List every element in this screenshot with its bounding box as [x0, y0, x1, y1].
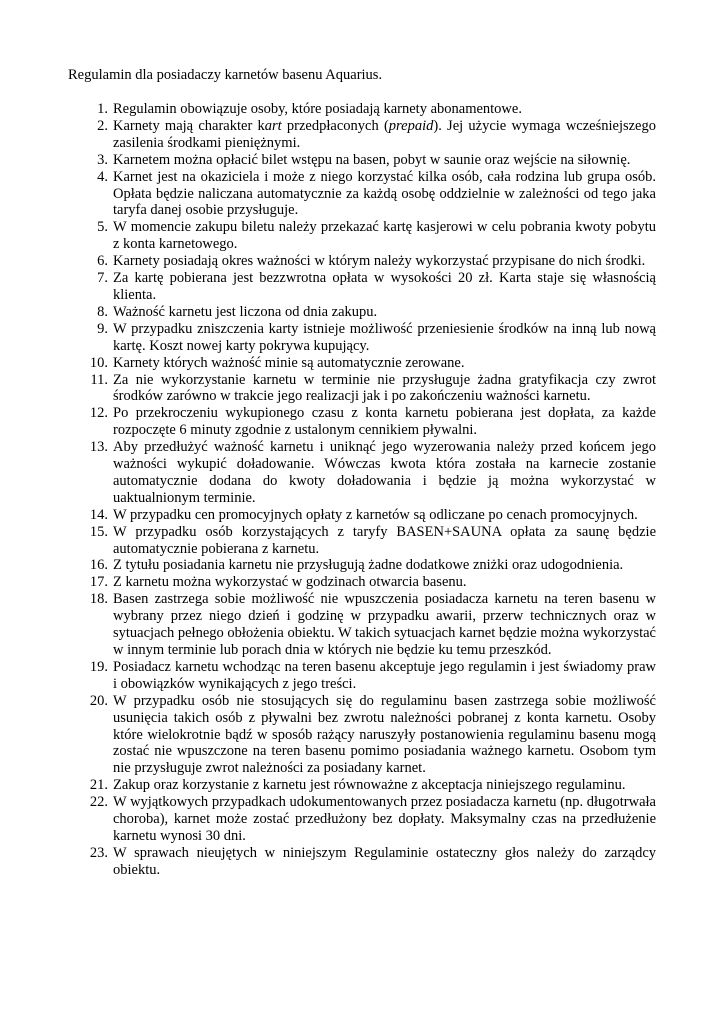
item-text: Posiadacz karnetu wchodząc na teren basenu akceptuje jego regulamin i jest świadomy praw i obowiązków wynikających z jego treści.: [113, 658, 656, 692]
list-item: [89, 844, 656, 879]
list-item: [89, 777, 656, 794]
item-text: Po przekroczeniu wykupionego czasu z konta karnetu pobierana jest dopłata, za każde rozpoczęte 6 minuty zgodnie z ustalonym cennikiem pływalni.: [113, 405, 656, 439]
item-number: 17.: [89, 574, 108, 591]
list-item: [90, 371, 656, 406]
list-item: [97, 219, 656, 253]
list-item: [97, 168, 656, 220]
item-text-italic: prepaid: [388, 117, 434, 134]
item-text-part: ). Jej użycie wymaga wcześniejszego zasilenia środkami pieniężnymi.: [113, 117, 656, 151]
list-item: [89, 354, 656, 372]
item-text-part: przedpłaconych (: [281, 117, 389, 134]
item-text: W przypadku cen promocyjnych opłaty z karnetów są odliczane po cenach promocyjnych.: [113, 506, 638, 523]
item-number: 16.: [89, 557, 108, 574]
item-number: 10.: [89, 354, 108, 371]
item-number: 23.: [89, 844, 108, 861]
list-item: [89, 523, 656, 558]
list-item: [89, 506, 656, 524]
item-number: 12.: [89, 405, 108, 422]
item-number: 4.: [97, 168, 108, 185]
list-item: [97, 303, 656, 321]
item-text: Za kartę pobierana jest bezzwrotna opłata w wysokości 20 zł. Karta staje się własnością klienta.: [113, 270, 656, 303]
item-number: 18.: [89, 591, 108, 608]
item-number: 8.: [97, 303, 108, 320]
document-title: Regulamin dla posiadaczy karnetów basenu Aquarius.: [68, 67, 383, 83]
item-number: 5.: [97, 219, 108, 236]
item-text: Basen zastrzega sobie możliwość nie wpuszczenia posiadacza karnetu na teren basenu w wybrany przez niego dzień i godzinę w przypadku awarii, przerw technicznych oraz w sytuacjach pełnego obłożenia obiektu. W takich sytuacjach karnet będzie można wykorzystać w innym terminie lub porach dnia w których nie będzie ku temu przeszkód.: [113, 591, 656, 658]
item-number: 14.: [89, 506, 108, 523]
item-number: 13.: [89, 439, 108, 456]
item-text: Karnet jest na okaziciela i może z niego korzystać kilka osób, cała rodzina lub grupa osób. Opłata będzie naliczana automatycznie za każdą osobę oddzielnie w zależności od tego jaka taryfa danej osobie przysługuje.: [113, 168, 656, 219]
item-text: Aby przedłużyć ważność karnetu i uniknąć jego wyzerowania należy przed końcem jego ważności wykupić doładowanie. Wówczas kwota która została na karnecie zostanie automatycznie dodana do kwoty doładowania i będzie ją można wykorzystać w uaktualnionym terminie.: [113, 439, 656, 506]
item-number: 19.: [89, 658, 108, 675]
list-item: [97, 151, 656, 169]
list-item: [89, 405, 656, 439]
list-item: [97, 320, 656, 355]
item-number: 3.: [97, 151, 108, 168]
list-item: [89, 658, 656, 693]
item-number: 6.: [97, 253, 108, 270]
list-item: [97, 253, 656, 270]
item-number: 21.: [89, 777, 108, 794]
item-number: 20.: [89, 692, 108, 709]
item-number: 7.: [97, 270, 108, 287]
item-number: 1.: [97, 101, 108, 117]
item-number: 2.: [97, 117, 108, 134]
item-text: Ważność karnetu jest liczona od dnia zakupu.: [113, 303, 378, 320]
list-item: [89, 794, 656, 845]
item-text: Z tytułu posiadania karnetu nie przysługują żadne dodatkowe zniżki oraz udogodnienia.: [113, 557, 624, 574]
list-item: [89, 591, 656, 659]
item-text: W przypadku zniszczenia karty istnieje możliwość przeniesienie środków na inną lub nową kartę. Koszt nowej karty pokrywa kupujący.: [113, 320, 656, 354]
item-text: [113, 118, 656, 151]
item-text: Karnetem można opłacić bilet wstępu na basen, pobyt w saunie oraz wejście na siłownię.: [113, 151, 631, 168]
item-text: Karnety posiadają okres ważności w którym należy wykorzystać przypisane do nich środki.: [113, 253, 646, 270]
item-text: Zakup oraz korzystanie z karnetu jest równoważne z akceptacja niniejszego regulaminu.: [113, 777, 626, 794]
item-text: W sprawach nieujętych w niniejszym Regulaminie ostateczny głos należy do zarządcy obiektu.: [113, 844, 656, 878]
item-text: W przypadku osób korzystających z taryfy BASEN+SAUNA opłata za saunę będzie automatycznie pobierana z karnetu.: [113, 523, 656, 557]
item-text: Za nie wykorzystanie karnetu w terminie nie przysługuje żadna gratyfikacja czy zwrot środków zarówno w trakcie jego realizacji jak i po zakończeniu ważności karnetu.: [113, 371, 656, 405]
list-item: [97, 117, 656, 152]
list-item: [97, 101, 656, 118]
item-text: W wyjątkowych przypadkach udokumentowanych przez posiadacza karnetu (np. długotrwała choroba), karnet może zostać przedłużony bez dopłaty. Maksymalny czas na przedłużenie karnetu wynosi 30 dni.: [113, 794, 656, 844]
item-text: Karnety których ważność minie są automatycznie zerowane.: [113, 354, 465, 371]
regulations-list: [89, 101, 656, 879]
item-text: W momencie zakupu biletu należy przekazać kartę kasjerowi w celu pobrania kwoty pobytu z konta karnetowego.: [113, 219, 656, 253]
item-number: 11.: [90, 371, 108, 388]
item-number: 9.: [97, 320, 108, 337]
list-item: [89, 557, 656, 574]
item-number: 22.: [89, 794, 108, 811]
item-number: 15.: [89, 523, 108, 540]
list-item: [89, 692, 656, 778]
item-text-italic: art: [264, 117, 282, 134]
item-text-part: Karnety mają charakter k: [113, 117, 265, 134]
item-text: Regulamin obowiązuje osoby, które posiadają karnety abonamentowe.: [113, 101, 522, 117]
item-text: Z karnetu można wykorzystać w godzinach otwarcia basenu.: [113, 574, 467, 591]
list-item: [89, 574, 656, 591]
list-item: [97, 270, 656, 304]
item-text: W przypadku osób nie stosujących się do regulaminu basen zastrzega sobie możliwość usunięcia takich osób z pływalni bez zwrotu należności pobranej z konta karnetu. Osoby które wielokrotnie bądź w sposób rażący naruszyły postanowienia regulaminu basenu mogą zostać nie wpuszczone na teren basenu pomimo posiadania ważnego karnetu. Osobom tym nie przysługuje zwrot należności za posiadany karnet.: [113, 692, 656, 777]
list-item: [89, 439, 656, 507]
